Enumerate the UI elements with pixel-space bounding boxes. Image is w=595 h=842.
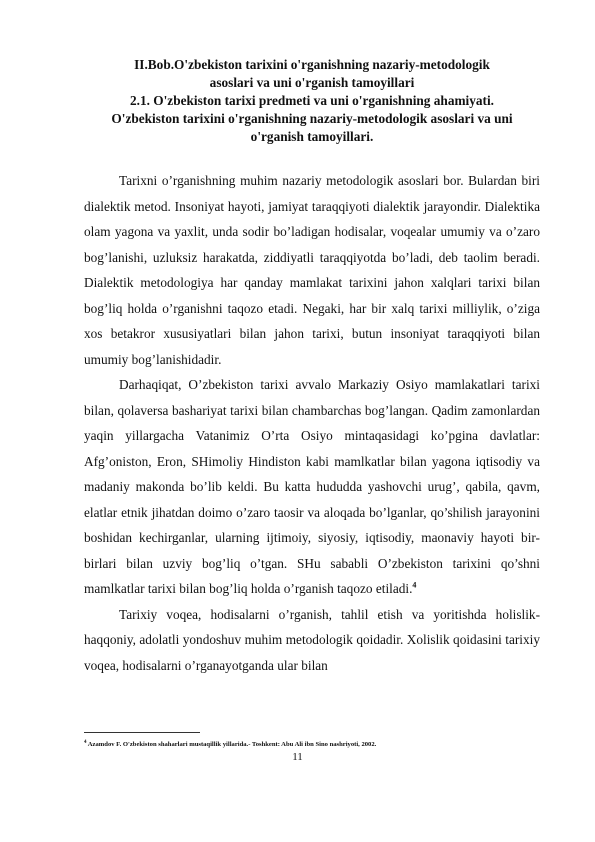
footnote-text: Azamdov F. O'zbekiston shaharlari mustaqillik yillarida.- Toshkent: Abu Ali ibn Sino nashriyoti, 2002.: [87, 741, 377, 748]
chapter-heading: [84, 56, 540, 146]
footnote: [84, 740, 540, 749]
paragraph-2-text: Darhaqiqat, O’zbekiston tarixi avvalo Markaziy Osiyo mamlakatlari tarixi bilan, qolaversa bashariyat tarixi bilan chambarchas bog’langan. Qadim zamonlardan yaqin yillargacha Vatanimiz O’rta Osiyo mintaqasidagi ko’pgina davlatlar: Afg’oniston, Eron, SHimoliy Hindiston kabi mamlkatlar bilan yagona iqtisodiy va madaniy makonda bo’lib keldi. Bu katta hududda yashovchi urug’, qabila, qavm, elatlar etnik jihatdan doimo o’zaro taosir va aloqada bo’lganlar, qo’shilish jarayonini boshidan kechirganlar, ularning ijtimoiy, siyosiy, iqtisodiy, maonaviy hayoti bir-birlari bilan uzviy bog’liq o’tgan. SHu sababli O’zbekiston tarixini qo’shni mamlkatlar tarixi bilan bog’liq holda o’rganish taqozo etiladi.: [84, 377, 540, 596]
heading-line-5: o'rganish tamoyillari.: [250, 129, 374, 144]
heading-line-3: 2.1. O'zbekiston tarixi predmeti va uni o'rganishning ahamiyati.: [130, 93, 494, 108]
footnote-divider: [84, 732, 200, 733]
paragraph-2: [84, 372, 540, 602]
heading-line-2: asoslari va uni o'rganish tamoyillari: [209, 75, 415, 90]
page-number: 11: [292, 751, 303, 763]
footnote-reference: 4: [412, 580, 417, 590]
paragraph-1: Tarixni o’rganishning muhim nazariy metodologik asoslari bor. Bulardan biri dialektik metod. Insoniyat hayoti, jamiyat taraqqiyoti dialektik jarayondir. Dialektika olam yagona va yaxlit, unda sodir bo’ladigan hodisalar, voqealar umumiy va o’zaro bog’lanishi, uzluksiz harakatda, ziddiyatli taraqqiyotda bo’ladi, deb taolim beradi. Dialektik metodologiya har qanday mamlakat tarixini jahon xalqlari tarixi bilan bog’liq holda o’rganishni taqozo etadi. Negaki, har bir xalq tarixi milliylik, o’ziga xos betakror xususiyatlari bilan jahon tarixi, butun insoniyat taraqqiyoti bilan umumiy bog’lanishidadir.: [84, 173, 540, 367]
paragraph-3: Tarixiy voqea, hodisalarni o’rganish, tahlil etish va yoritishda holislik-haqqoniy, adolatli yondoshuv muhim metodologik qoidadir. Xolislik qoidasini tarixiy voqea, hodisalarni o’rganayotganda ular bilan: [84, 606, 540, 673]
footnote-marker: 4: [84, 739, 87, 745]
heading-line-4: O'zbekiston tarixini o'rganishning nazariy-metodologik asoslari va uni: [111, 111, 513, 126]
body-text: [84, 168, 540, 678]
heading-line-1: II.Bob.O'zbekiston tarixini o'rganishning nazariy-metodologik: [134, 57, 490, 72]
